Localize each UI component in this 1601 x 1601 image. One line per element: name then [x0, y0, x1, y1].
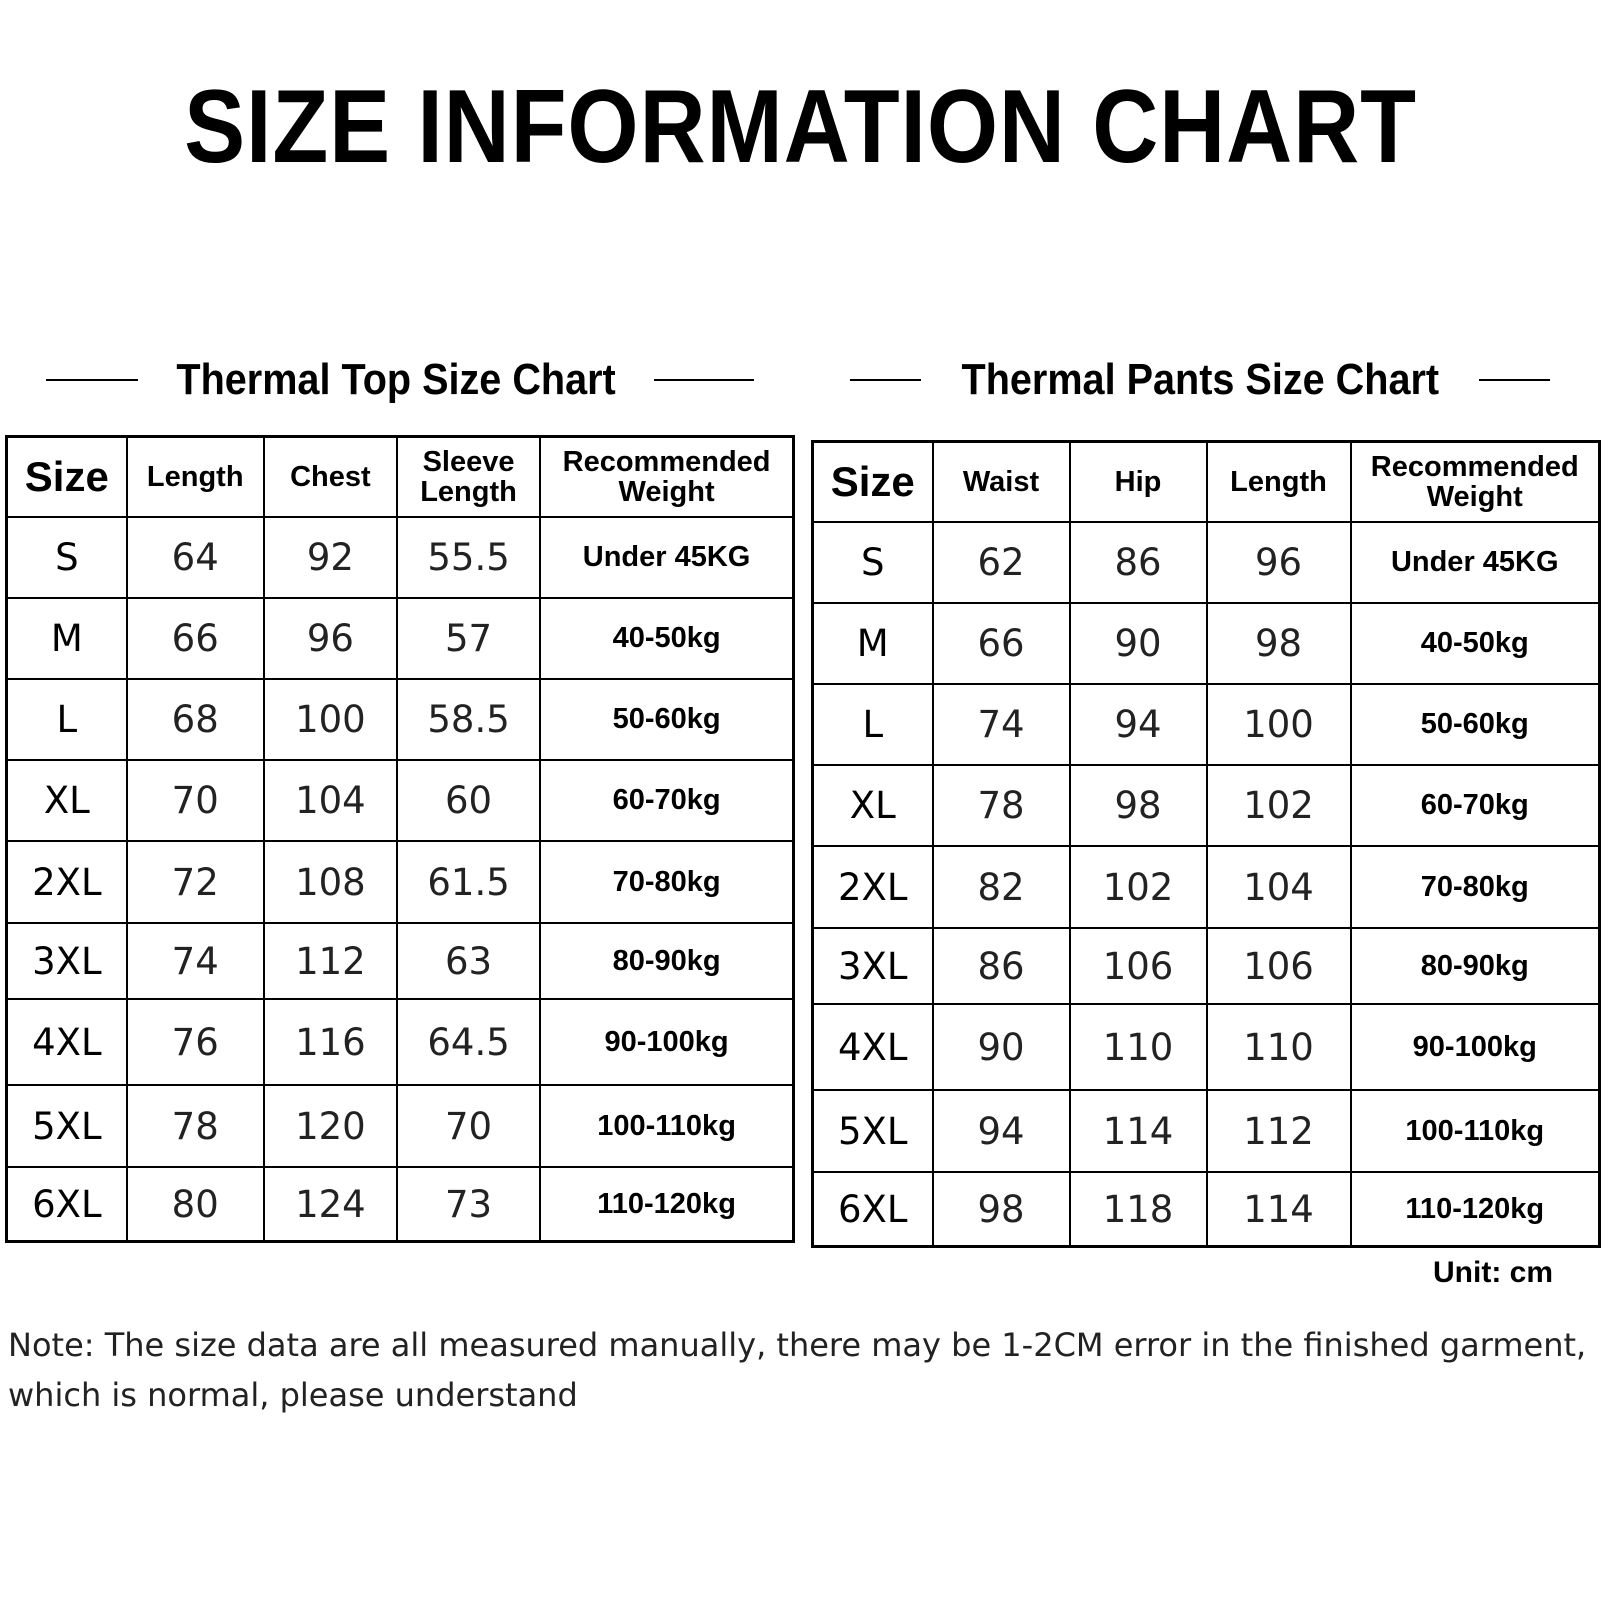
measurement-cell: 114 [1207, 1172, 1351, 1247]
size-cell: 3XL [813, 928, 933, 1004]
size-cell: 6XL [7, 1167, 127, 1242]
top-chart-heading [40, 350, 760, 410]
measurement-cell: 112 [264, 923, 397, 999]
weight-cell: 80-90kg [540, 923, 793, 999]
weight-cell: 100-110kg [1351, 1090, 1600, 1172]
column-header: Hip [1070, 442, 1207, 523]
heading-rule-left [850, 379, 921, 381]
weight-cell: 70-80kg [540, 841, 793, 923]
column-header: Chest [264, 437, 397, 518]
table-row [813, 1090, 1600, 1172]
measurement-cell: 90 [933, 1004, 1070, 1090]
weight-cell: Under 45KG [540, 517, 793, 598]
weight-cell: 50-60kg [1351, 684, 1600, 765]
column-header: Length [127, 437, 264, 518]
weight-cell: Under 45KG [1351, 522, 1600, 603]
measurement-cell: 66 [933, 603, 1070, 684]
table-row [7, 760, 794, 841]
weight-cell: 70-80kg [1351, 846, 1600, 928]
size-cell: 2XL [813, 846, 933, 928]
measurement-cell: 57 [397, 598, 540, 679]
size-cell: 4XL [7, 999, 127, 1085]
size-cell: M [813, 603, 933, 684]
table-row [813, 765, 1600, 846]
measurement-cell: 78 [933, 765, 1070, 846]
table-row [813, 684, 1600, 765]
measurement-cell: 64.5 [397, 999, 540, 1085]
weight-cell: 60-70kg [1351, 765, 1600, 846]
column-header: Length [1207, 442, 1351, 523]
measurement-cell: 96 [264, 598, 397, 679]
measurement-cell: 72 [127, 841, 264, 923]
table-row [7, 517, 794, 598]
column-header: Waist [933, 442, 1070, 523]
column-header: Recommended Weight [540, 437, 793, 518]
measurement-cell: 68 [127, 679, 264, 760]
measurement-cell: 104 [264, 760, 397, 841]
measurement-cell: 94 [1070, 684, 1207, 765]
header-row [7, 437, 794, 518]
weight-cell: 110-120kg [540, 1167, 793, 1242]
size-cell: S [813, 522, 933, 603]
header-row [813, 442, 1600, 523]
measurement-cell: 110 [1070, 1004, 1207, 1090]
measurement-cell: 96 [1207, 522, 1351, 603]
pants-size-table [811, 440, 1601, 1248]
weight-cell: 80-90kg [1351, 928, 1600, 1004]
weight-cell: 90-100kg [540, 999, 793, 1085]
measurement-cell: 66 [127, 598, 264, 679]
size-cell: XL [7, 760, 127, 841]
measurement-cell: 114 [1070, 1090, 1207, 1172]
measurement-cell: 112 [1207, 1090, 1351, 1172]
heading-rule-right [1479, 379, 1550, 381]
table-row [813, 522, 1600, 603]
measurement-cell: 58.5 [397, 679, 540, 760]
top-size-table [5, 435, 795, 1243]
measurement-cell: 61.5 [397, 841, 540, 923]
top-chart-title: Thermal Top Size Chart [176, 355, 616, 404]
table-row [813, 846, 1600, 928]
measurement-cell: 76 [127, 999, 264, 1085]
measurement-cell: 73 [397, 1167, 540, 1242]
measurement-cell: 74 [127, 923, 264, 999]
size-cell: M [7, 598, 127, 679]
table-row [7, 923, 794, 999]
measurement-cell: 100 [264, 679, 397, 760]
measurement-cell: 110 [1207, 1004, 1351, 1090]
column-header: Size [7, 437, 127, 518]
page-title: SIZE INFORMATION CHART [184, 69, 1417, 185]
size-note: Note: The size data are all measured manually, there may be 1-2CM error in the finished garment, which is normal, please understand [8, 1326, 1587, 1414]
size-cell: L [7, 679, 127, 760]
measurement-cell: 55.5 [397, 517, 540, 598]
measurement-cell: 74 [933, 684, 1070, 765]
column-header: Recommended Weight [1351, 442, 1600, 523]
unit-label: Unit: cm [1433, 1256, 1553, 1289]
table-row [7, 1167, 794, 1242]
measurement-cell: 86 [933, 928, 1070, 1004]
heading-rule-left [46, 379, 138, 381]
column-header: Size [813, 442, 933, 523]
pants-chart-heading [850, 350, 1550, 410]
size-cell: 5XL [813, 1090, 933, 1172]
measurement-cell: 106 [1207, 928, 1351, 1004]
measurement-cell: 120 [264, 1085, 397, 1167]
table-row [7, 841, 794, 923]
table-row [813, 928, 1600, 1004]
measurement-cell: 70 [127, 760, 264, 841]
measurement-cell: 90 [1070, 603, 1207, 684]
measurement-cell: 100 [1207, 684, 1351, 765]
table-row [813, 603, 1600, 684]
weight-cell: 50-60kg [540, 679, 793, 760]
measurement-cell: 102 [1070, 846, 1207, 928]
measurement-cell: 64 [127, 517, 264, 598]
measurement-cell: 92 [264, 517, 397, 598]
size-cell: S [7, 517, 127, 598]
measurement-cell: 98 [933, 1172, 1070, 1247]
measurement-cell: 82 [933, 846, 1070, 928]
measurement-cell: 94 [933, 1090, 1070, 1172]
measurement-cell: 98 [1070, 765, 1207, 846]
size-cell: 2XL [7, 841, 127, 923]
measurement-cell: 106 [1070, 928, 1207, 1004]
table-row [813, 1004, 1600, 1090]
measurement-cell: 104 [1207, 846, 1351, 928]
measurement-cell: 86 [1070, 522, 1207, 603]
measurement-cell: 118 [1070, 1172, 1207, 1247]
table-row [7, 598, 794, 679]
measurement-cell: 60 [397, 760, 540, 841]
weight-cell: 100-110kg [540, 1085, 793, 1167]
heading-rule-right [654, 379, 754, 381]
weight-cell: 40-50kg [1351, 603, 1600, 684]
pants-chart-title: Thermal Pants Size Chart [961, 355, 1439, 404]
measurement-cell: 80 [127, 1167, 264, 1242]
size-cell: XL [813, 765, 933, 846]
measurement-cell: 102 [1207, 765, 1351, 846]
measurement-cell: 62 [933, 522, 1070, 603]
measurement-cell: 78 [127, 1085, 264, 1167]
size-cell: 4XL [813, 1004, 933, 1090]
weight-cell: 110-120kg [1351, 1172, 1600, 1247]
measurement-cell: 70 [397, 1085, 540, 1167]
measurement-cell: 98 [1207, 603, 1351, 684]
table-row [7, 999, 794, 1085]
column-header: Sleeve Length [397, 437, 540, 518]
table-row [7, 679, 794, 760]
table-row [7, 1085, 794, 1167]
weight-cell: 90-100kg [1351, 1004, 1600, 1090]
table-row [813, 1172, 1600, 1247]
size-cell: 3XL [7, 923, 127, 999]
size-cell: 6XL [813, 1172, 933, 1247]
measurement-cell: 116 [264, 999, 397, 1085]
measurement-cell: 63 [397, 923, 540, 999]
weight-cell: 40-50kg [540, 598, 793, 679]
size-cell: 5XL [7, 1085, 127, 1167]
measurement-cell: 124 [264, 1167, 397, 1242]
measurement-cell: 108 [264, 841, 397, 923]
size-cell: L [813, 684, 933, 765]
weight-cell: 60-70kg [540, 760, 793, 841]
